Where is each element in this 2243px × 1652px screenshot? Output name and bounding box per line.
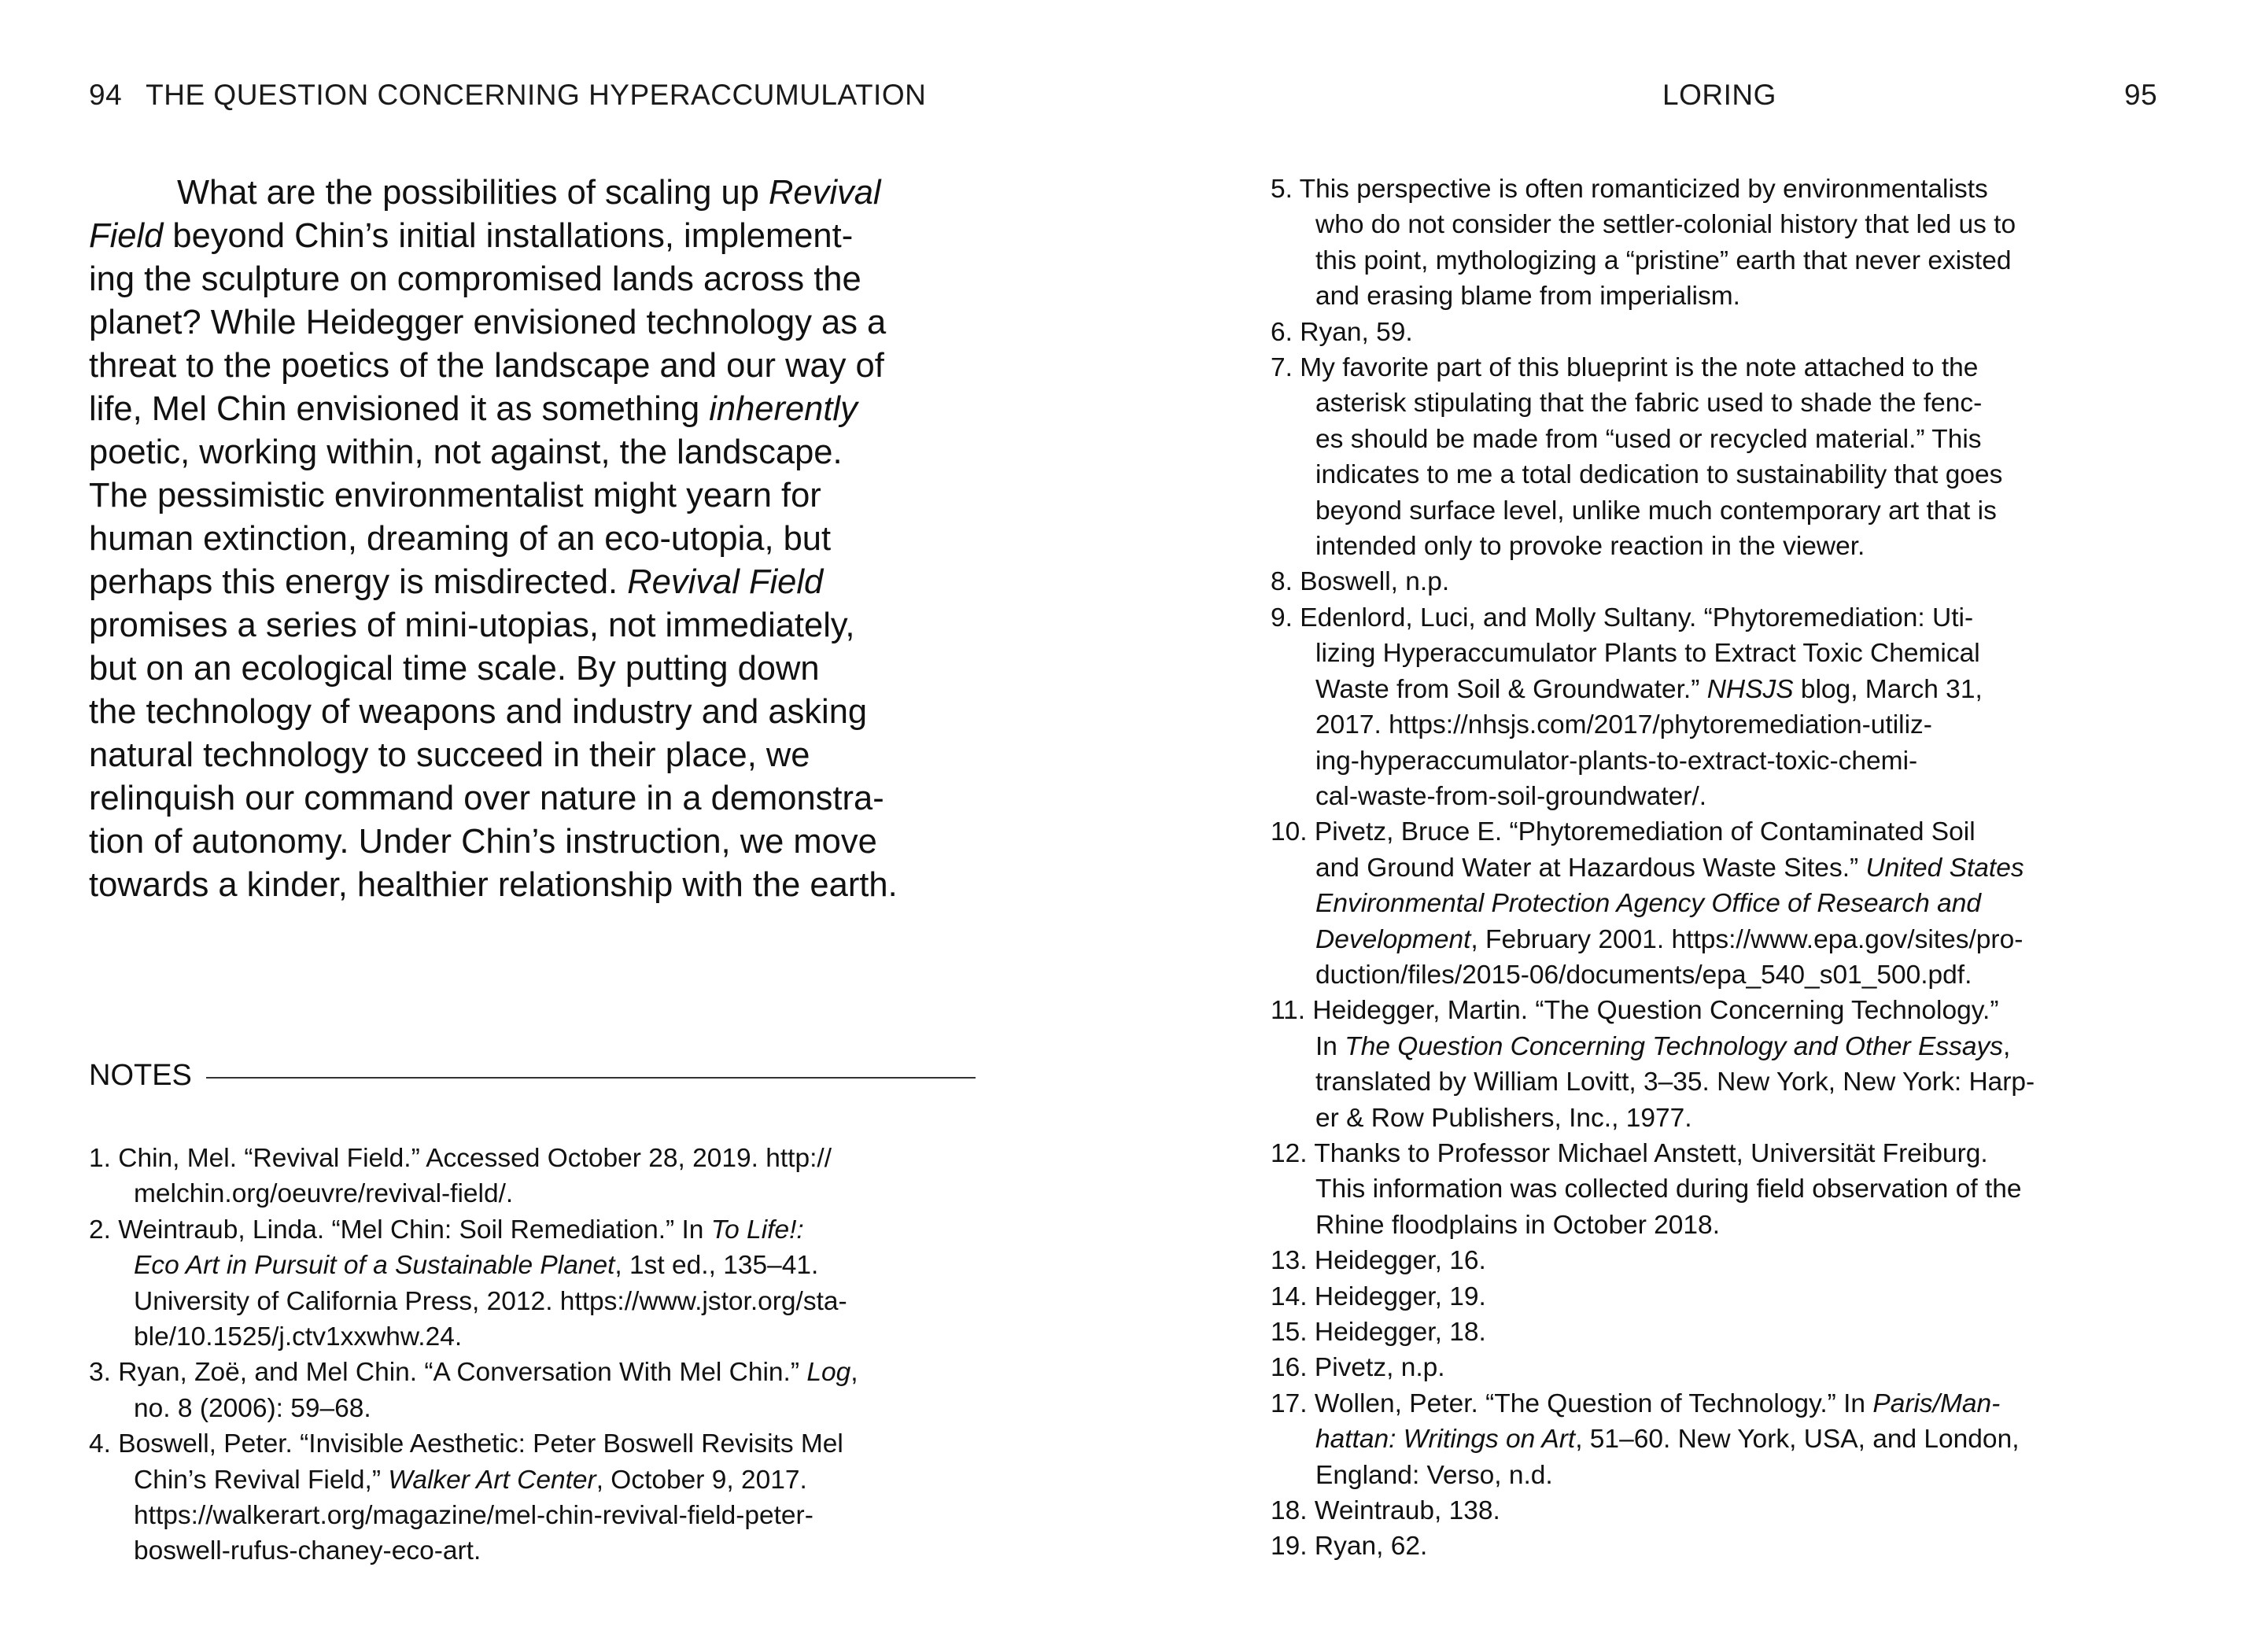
footnote-first-line (1271, 600, 2175, 636)
italic-text-run: Walker Art Center (388, 1465, 596, 1495)
left-page-number: 94 (89, 79, 123, 111)
text-run: the technology of weapons and industry and asking (89, 693, 868, 731)
text-run: 12. Thanks to Professor Michael Anstett, Universität Freiburg. (1271, 1138, 1988, 1168)
footnote-continuation-line (1271, 1064, 2175, 1100)
footnote-item (1271, 1136, 2175, 1243)
footnote-continuation-line (1271, 886, 2175, 921)
footnote-continuation-line (89, 1533, 994, 1569)
italic-text-run: Development (1315, 924, 1471, 954)
text-run: Rhine floodplains in October 2018. (1315, 1210, 1720, 1240)
body-line (89, 171, 986, 215)
text-run: ing-hyperaccumulator-plants-to-extract-toxic-chemi- (1315, 746, 1918, 776)
text-run: translated by William Lovitt, 3–35. New York, New York: Harp- (1315, 1068, 2035, 1097)
footnote-continuation-line (1271, 457, 2175, 492)
footnote-item (89, 1426, 994, 1569)
text-run: England: Verso, n.d. (1315, 1460, 1553, 1490)
footnote-item (1271, 1350, 2175, 1385)
italic-text-run: To Life!: (710, 1215, 804, 1245)
footnote-continuation-line (89, 1498, 994, 1533)
body-line (89, 474, 986, 518)
text-run: 18. Weintraub, 138. (1271, 1496, 1500, 1526)
text-run: , February 2001. https://www.epa.gov/sites/pro- (1470, 924, 2023, 954)
footnote-item (1271, 1243, 2175, 1278)
footnote-first-line (1271, 1279, 2175, 1315)
footnote-continuation-line (1271, 1029, 2175, 1064)
body-line (89, 345, 986, 388)
right-page-number: 95 (2124, 79, 2158, 111)
footnote-continuation-line (1271, 207, 2175, 242)
text-run: 10. Pivetz, Bruce E. “Phytoremediation of Contaminated Soil (1271, 817, 1976, 847)
footnote-first-line (1271, 1493, 2175, 1528)
text-run: intended only to provoke reaction in the viewer. (1315, 532, 1865, 562)
text-run: duction/files/2015-06/documents/epa_540_s01_500.pdf. (1315, 960, 1972, 990)
footnote-continuation-line (1271, 1458, 2175, 1493)
footnote-item (1271, 814, 2175, 993)
footnote-first-line (1271, 1528, 2175, 1564)
text-run: 4. Boswell, Peter. “Invisible Aesthetic: Peter Boswell Revisits Mel (89, 1429, 843, 1459)
text-run: 14. Heidegger, 19. (1271, 1281, 1486, 1311)
notes-list-right (1271, 171, 2175, 1565)
footnote-continuation-line (1271, 1208, 2175, 1243)
footnote-first-line (1271, 993, 2175, 1028)
notes-heading (89, 1060, 976, 1090)
text-run: 17. Wollen, Peter. “The Question of Technology.” In (1271, 1388, 1873, 1418)
footnote-item (89, 1355, 994, 1426)
text-run: The pessimistic environmentalist might yearn for (89, 477, 821, 514)
italic-text-run: NHSJS (1706, 674, 1794, 704)
footnote-first-line (1271, 1315, 2175, 1350)
text-run: This information was collected during field observation of the (1315, 1174, 2022, 1204)
notes-rule-divider (206, 1077, 976, 1079)
footnote-continuation-line (1271, 243, 2175, 278)
body-line (89, 777, 986, 820)
footnote-item (1271, 350, 2175, 564)
italic-text-run: United States (1865, 853, 2024, 883)
text-run: towards a kinder, healthier relationship with the earth. (89, 866, 898, 904)
text-run: planet? While Heidegger envisioned technology as a (89, 304, 887, 341)
text-run: human extinction, dreaming of an eco-utopia, but (89, 520, 832, 558)
text-run: 6. Ryan, 59. (1271, 317, 1413, 347)
left-running-title: THE QUESTION CONCERNING HYPERACCUMULATION (146, 79, 927, 111)
text-run: indicates to me a total dedication to sustainability that goes (1315, 460, 2003, 490)
italic-text-run: The Question Concerning Technology and Other Essays (1345, 1031, 2003, 1061)
text-run: 13. Heidegger, 16. (1271, 1246, 1486, 1276)
footnote-first-line (1271, 315, 2175, 350)
text-run: Chin’s Revival Field,” (134, 1465, 389, 1495)
text-run: es should be made from “used or recycled material.” This (1315, 424, 1982, 454)
body-line (89, 431, 986, 474)
text-run: blog, March 31, (1793, 674, 1983, 704)
footnote-continuation-line (1271, 636, 2175, 671)
footnote-continuation-line (1271, 1422, 2175, 1457)
footnote-continuation-line (1271, 1171, 2175, 1207)
text-run: life, Mel Chin envisioned it as something (89, 390, 710, 428)
footnote-item (1271, 564, 2175, 599)
text-run: promises a series of mini-utopias, not immediately, (89, 607, 855, 644)
footnote-item (1271, 1493, 2175, 1528)
footnote-continuation-line (1271, 707, 2175, 743)
text-run: , (850, 1358, 858, 1388)
footnote-continuation-line (1271, 850, 2175, 886)
text-run: , October 9, 2017. (596, 1465, 807, 1495)
footnote-item (1271, 315, 2175, 350)
text-run: 2017. https://nhsjs.com/2017/phytoremediation-utiliz- (1315, 710, 1932, 740)
footnote-item (1271, 1315, 2175, 1350)
text-run: relinquish our command over nature in a demonstra- (89, 780, 884, 817)
text-run: 2. Weintraub, Linda. “Mel Chin: Soil Remediation.” In (89, 1215, 711, 1245)
footnote-first-line (89, 1355, 994, 1390)
body-line (89, 215, 986, 258)
text-run: lizing Hyperaccumulator Plants to Extract Toxic Chemical (1315, 639, 1980, 669)
left-running-head (89, 80, 926, 109)
text-run: 5. This perspective is often romanticized by environmentalists (1271, 175, 1988, 204)
footnote-continuation-line (1271, 278, 2175, 314)
body-line (89, 301, 986, 345)
text-run: https://walkerart.org/magazine/mel-chin-revival-field-peter- (134, 1501, 813, 1531)
text-run: 16. Pivetz, n.p. (1271, 1353, 1445, 1383)
text-run: asterisk stipulating that the fabric used to shade the fenc- (1315, 389, 1983, 419)
text-run: this point, mythologizing a “pristine” earth that never existed (1315, 245, 2012, 275)
notes-heading-label: NOTES (89, 1059, 192, 1092)
italic-text-run: Revival Field (627, 563, 824, 601)
text-run: ing the sculpture on compromised lands across the (89, 260, 861, 298)
body-line (89, 258, 986, 301)
footnote-continuation-line (1271, 779, 2175, 814)
text-run: 8. Boswell, n.p. (1271, 567, 1450, 597)
italic-text-run: Revival (768, 174, 881, 212)
italic-text-run: Paris/Man- (1872, 1388, 2001, 1418)
text-run: 15. Heidegger, 18. (1271, 1318, 1486, 1347)
text-run: 3. Ryan, Zoë, and Mel Chin. “A Conversation With Mel Chin.” (89, 1358, 807, 1388)
text-run: poetic, working within, not against, the landscape. (89, 433, 843, 471)
text-run: beyond Chin’s initial installations, implement- (163, 217, 854, 255)
italic-text-run: Eco Art in Pursuit of a Sustainable Planet (134, 1251, 615, 1281)
footnote-item (1271, 600, 2175, 814)
text-run: boswell-rufus-chaney-eco-art. (134, 1536, 481, 1566)
footnote-continuation-line (1271, 1101, 2175, 1136)
footnote-item (1271, 1386, 2175, 1493)
text-run: beyond surface level, unlike much contemporary art that is (1315, 496, 1997, 525)
body-line (89, 388, 986, 431)
text-run: ble/10.1525/j.ctv1xxwhw.24. (134, 1322, 463, 1352)
footnote-continuation-line (1271, 385, 2175, 421)
text-run: threat to the poetics of the landscape and our way of (89, 347, 884, 385)
text-run: , 51–60. New York, USA, and London, (1575, 1425, 2020, 1455)
footnote-continuation-line (89, 1248, 994, 1283)
body-line (89, 647, 986, 691)
body-line (89, 604, 986, 647)
footnote-item (89, 1212, 994, 1355)
footnote-first-line (1271, 814, 2175, 850)
text-run: and erasing blame from imperialism. (1315, 282, 1740, 312)
text-run: natural technology to succeed in their place, we (89, 736, 810, 774)
text-run: 19. Ryan, 62. (1271, 1532, 1428, 1562)
footnote-item (1271, 1528, 2175, 1564)
footnote-continuation-line (1271, 422, 2175, 457)
text-run: 1. Chin, Mel. “Revival Field.” Accessed October 28, 2019. http:// (89, 1144, 832, 1173)
right-page (1121, 0, 2243, 1652)
footnote-continuation-line (89, 1176, 994, 1211)
text-run: 11. Heidegger, Martin. “The Question Concerning Technology.” (1271, 996, 1999, 1026)
text-run: University of California Press, 2012. https://www.jstor.org/sta- (134, 1286, 847, 1316)
text-run: In (1315, 1031, 1345, 1061)
text-run: melchin.org/oeuvre/revival-field/. (134, 1179, 514, 1209)
body-line (89, 518, 986, 561)
italic-text-run: inherently (709, 390, 858, 428)
left-page (0, 0, 1121, 1652)
footnote-first-line (89, 1141, 994, 1176)
footnote-continuation-line (1271, 529, 2175, 564)
text-run: , (2003, 1031, 2011, 1061)
footnote-first-line (1271, 1243, 2175, 1278)
footnote-item (89, 1141, 994, 1212)
footnote-first-line (1271, 1386, 2175, 1422)
notes-list-left (89, 1141, 994, 1569)
footnote-first-line (1271, 1136, 2175, 1171)
footnote-item (1271, 1279, 2175, 1315)
footnote-continuation-line (1271, 922, 2175, 957)
footnote-continuation-line (89, 1391, 994, 1426)
text-run: no. 8 (2006): 59–68. (134, 1393, 371, 1423)
right-running-title: LORING (1662, 79, 1776, 111)
body-line (89, 820, 986, 864)
footnote-first-line (89, 1426, 994, 1462)
footnote-continuation-line (89, 1462, 994, 1498)
footnote-continuation-line (89, 1319, 994, 1355)
italic-text-run: hattan: Writings on Art (1315, 1425, 1576, 1455)
body-paragraph (89, 171, 986, 907)
body-line (89, 864, 986, 907)
footnote-continuation-line (1271, 957, 2175, 993)
italic-text-run: Environmental Protection Agency Office of Research and (1315, 889, 1982, 919)
text-run: Waste from Soil & Groundwater.” (1315, 674, 1707, 704)
footnote-continuation-line (1271, 493, 2175, 529)
text-run: but on an ecological time scale. By putting down (89, 650, 820, 688)
footnote-item (1271, 993, 2175, 1136)
footnote-item (1271, 171, 2175, 315)
body-line (89, 691, 986, 734)
footnote-continuation-line (1271, 743, 2175, 779)
italic-text-run: Log (806, 1358, 851, 1388)
footnote-first-line (89, 1212, 994, 1248)
text-run: What are the possibilities of scaling up (177, 174, 769, 212)
footnote-continuation-line (89, 1284, 994, 1319)
body-line (89, 561, 986, 604)
footnote-continuation-line (1271, 672, 2175, 707)
text-run: who do not consider the settler-colonial history that led us to (1315, 210, 2016, 240)
text-run: 7. My favorite part of this blueprint is the note attached to the (1271, 353, 1979, 383)
text-run: and Ground Water at Hazardous Waste Sites.” (1315, 853, 1866, 883)
text-run: , 1st ed., 135–41. (614, 1251, 819, 1281)
footnote-first-line (1271, 171, 2175, 207)
body-line (89, 734, 986, 777)
footnote-first-line (1271, 1350, 2175, 1385)
text-run: cal-waste-from-soil-groundwater/. (1315, 781, 1707, 811)
text-run: tion of autonomy. Under Chin’s instruction, we move (89, 823, 877, 861)
footnote-first-line (1271, 564, 2175, 599)
text-run: 9. Edenlord, Luci, and Molly Sultany. “Phytoremediation: Uti- (1271, 603, 1974, 632)
text-run: er & Row Publishers, Inc., 1977. (1315, 1103, 1692, 1133)
italic-text-run: Field (89, 217, 164, 255)
footnote-first-line (1271, 350, 2175, 385)
text-run: perhaps this energy is misdirected. (89, 563, 628, 601)
